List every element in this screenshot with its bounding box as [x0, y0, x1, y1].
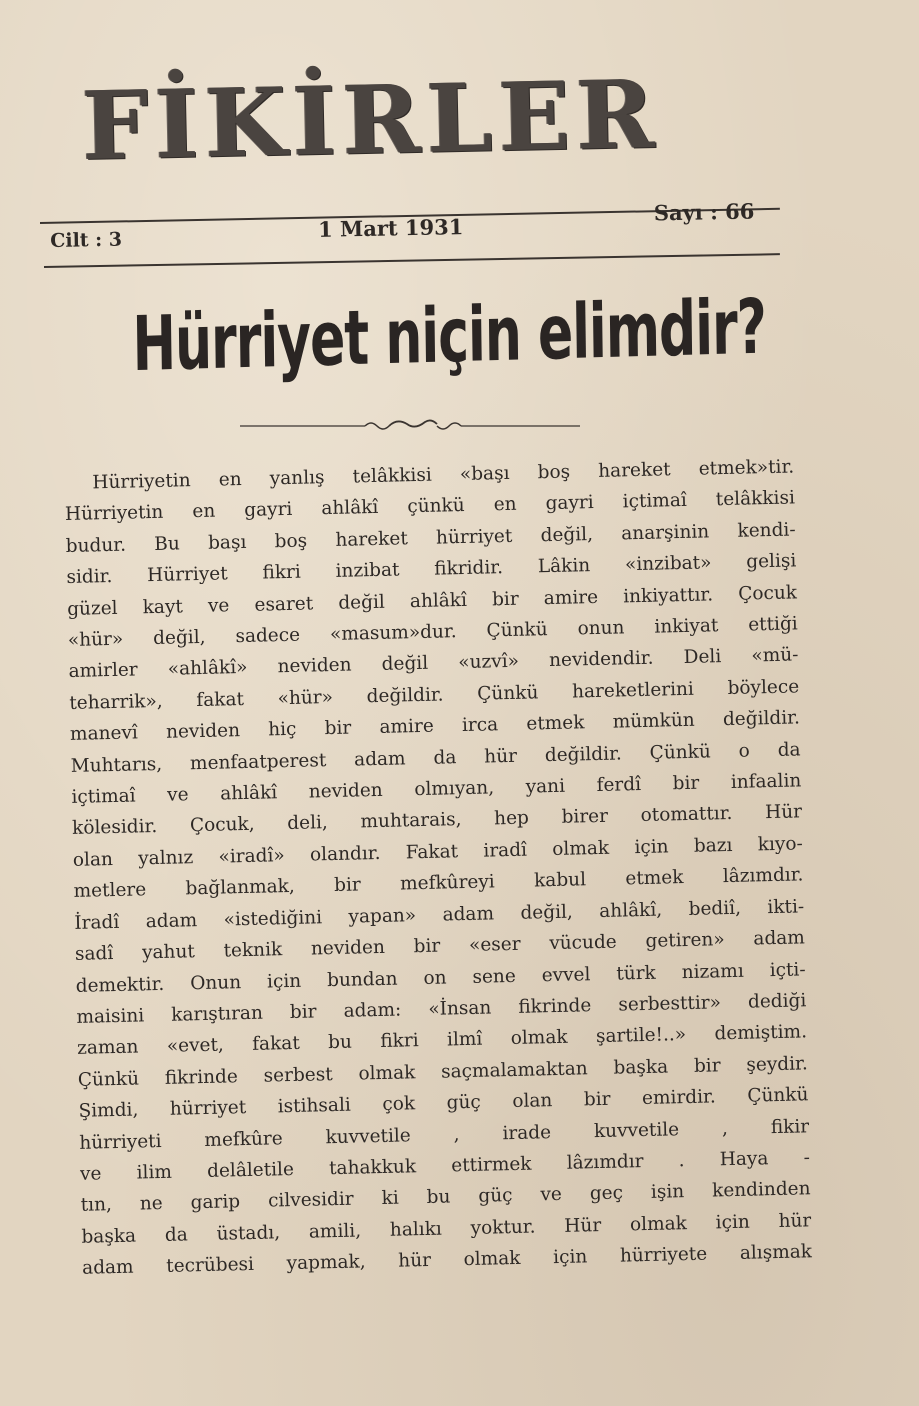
body-line: Hürriyetin en yanlış telâkkisi «başı boş hareket etmek»tir. — [92, 456, 795, 494]
volume-label: Cilt : 3 — [50, 228, 123, 252]
body-line: olan yalnız «iradî» olandır. Fakat iradî olmak için bazı kıyo- — [72, 833, 803, 871]
body-line: Çünkü fikrinde serbest olmak saçmalamaktan başka bir şeydir. — [77, 1053, 808, 1091]
ornament-divider — [240, 418, 580, 434]
masthead-bottom-rule — [44, 253, 780, 268]
body-line: teharrik», fakat «hür» değildir. Çünkü hareketlerini böylece — [69, 676, 800, 714]
body-line: hürriyeti mefkûre kuvvetile , irade kuvvetile , fikir — [79, 1115, 810, 1154]
body-line: tın, ne garip cilvesidir ki bu güç ve geç işin kendinden — [80, 1178, 811, 1217]
issue-date: 1 Mart 1931 — [317, 214, 464, 242]
body-line: içtimaî ve ahlâkî neviden olmıyan, yani ferdî bir infaalin — [71, 770, 802, 808]
article-body — [64, 451, 822, 1284]
body-line: budur. Bu başı boş hareket hürriyet değil, anarşinin kendi- — [65, 519, 796, 557]
body-line: metlere bağlanmak, bir mefkûreyi kabul etmek lâzımdır. — [73, 864, 804, 903]
body-line: demektir. Onun için bundan on sene evvel türk nizamı içti- — [75, 958, 806, 997]
body-line: kölesidir. Çocuk, deli, muhtarais, hep birer otomattır. Hür — [71, 801, 803, 840]
body-line: başka da üstadı, amili, halıkı yoktur. Hür olmak için hür — [81, 1209, 812, 1248]
masthead-title: FİKİRLER — [80, 59, 662, 182]
body-line: sadî yahut teknik neviden bir «eser vücude getiren» adam — [74, 927, 806, 965]
body-line: adam tecrübesi yapmak, hür olmak için hürriyete alışmak — [81, 1241, 813, 1279]
body-line: Şimdi, hürriyet istihsali çok güç olan bir emirdir. Çünkü — [78, 1084, 809, 1122]
body-line: İradî adam «istediğini yapan» adam değil, ahlâkî, bediî, ikti- — [74, 896, 805, 934]
body-line: güzel kayt ve esaret değil ahlâkî bir amire inkiyattır. Çocuk — [66, 582, 798, 620]
body-line: maisini karıştıran bir adam: «İnsan fikrinde serbesttir» dediği — [76, 990, 807, 1028]
issue-number: Sayı : 66 — [653, 198, 755, 226]
body-line: «hür» değil, sadece «masum»dur. Çünkü onun inkiyat ettiği — [67, 613, 798, 651]
body-line: Hürriyetin en gayri ahlâkî çünkü en gayri içtimaî telâkkisi — [64, 487, 796, 526]
body-line: zaman «evet, fakat bu fikri ilmî olmak şartile!..» demiştim. — [76, 1021, 808, 1060]
issue-info-line — [50, 194, 781, 252]
body-line: manevî neviden hiç bir amire irca etmek mümkün değildir. — [69, 707, 801, 746]
body-line: amirler «ahlâkî» neviden değil «uzvî» nevidendir. Deli «mü- — [68, 644, 799, 683]
body-line: sidir. Hürriyet fikri inzibat fikridir. Lâkin «inzibat» gelişi — [66, 550, 797, 589]
body-line: ve ilim delâletile tahakkuk ettirmek lâzımdır . Haya - — [79, 1147, 811, 1185]
body-line: Muhtarıs, menfaatperest adam da hür değildir. Çünkü o da — [70, 739, 801, 777]
article-headline: Hürriyet niçin elimdir? — [132, 284, 767, 389]
